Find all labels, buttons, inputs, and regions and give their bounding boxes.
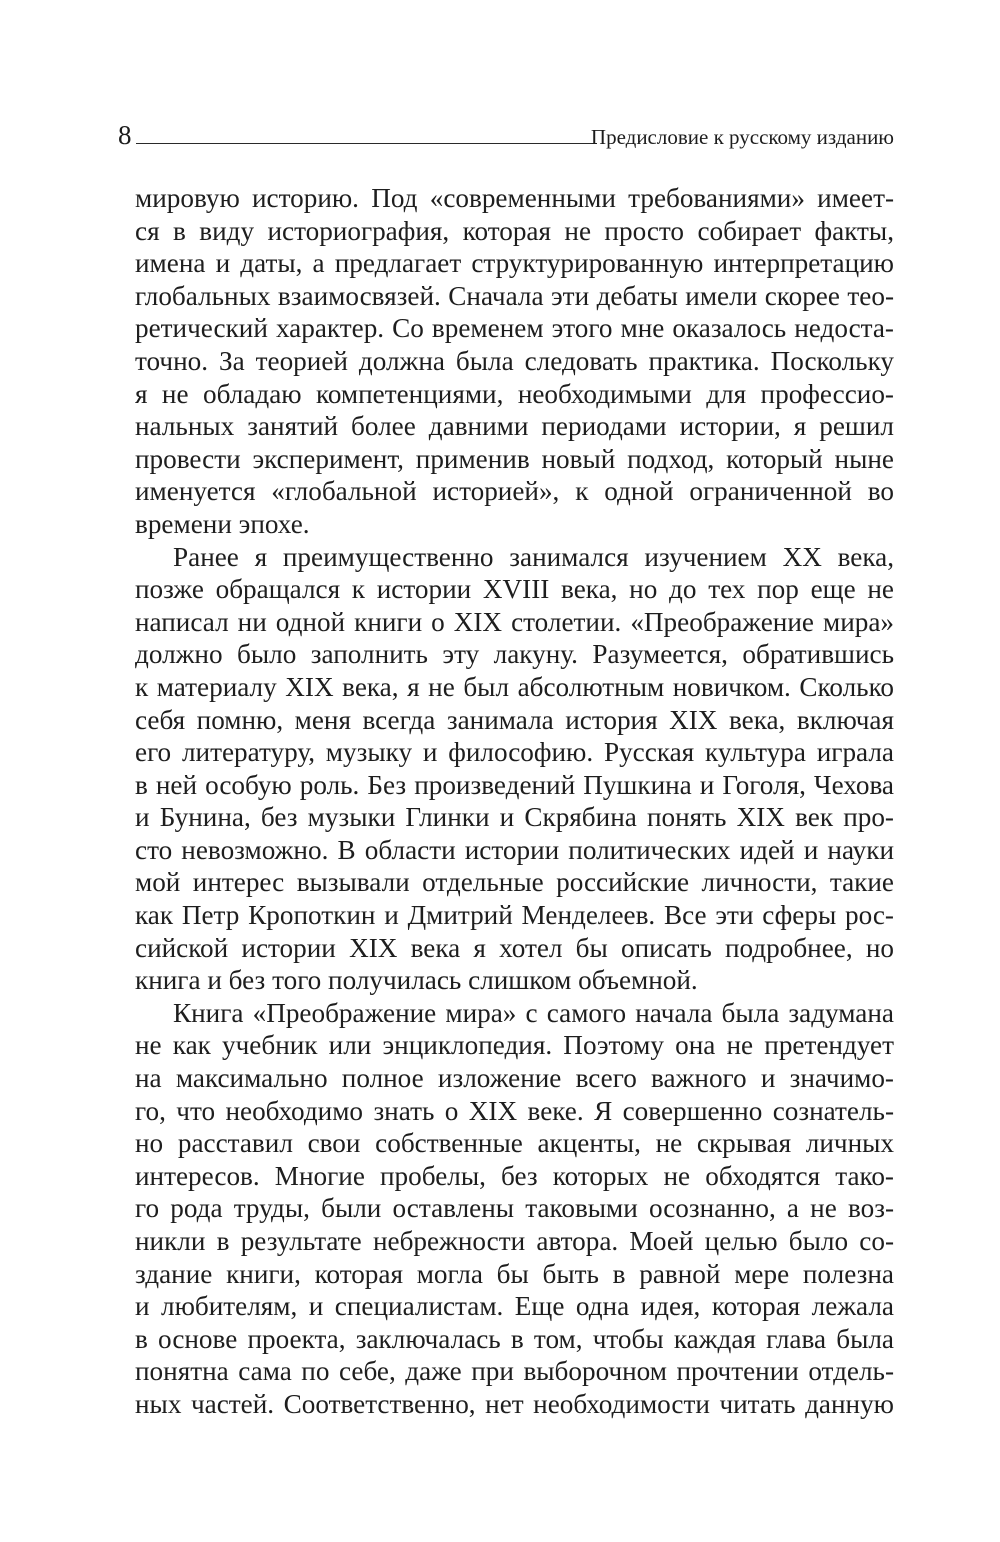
text-line: провести эксперимент, применив новый подход, который ныне: [135, 443, 894, 474]
text-line: ся в виду историография, которая не просто собирает факты,: [135, 215, 894, 246]
text-line: к материалу XIX века, я не был абсолютным новичком. Сколько: [135, 671, 894, 702]
text-line: понятна сама по себе, даже при выборочном прочтении отдель-: [135, 1356, 894, 1387]
text-line: я не обладаю компетенциями, необходимыми для профессио-: [135, 378, 894, 409]
text-line: интересов. Многие пробелы, без которых не обходятся тако-: [135, 1160, 894, 1191]
text-line: мировую историю. Под «современными требованиями» имеет-: [135, 183, 894, 213]
page-number: 8: [118, 120, 132, 150]
text-line: сийской истории XIX века я хотел бы описать подробнее, но: [135, 932, 894, 963]
header-rule: [136, 143, 597, 144]
text-line: позже обращался к истории XVIII века, но до тех пор еще не: [135, 574, 894, 605]
text-line: именуется «глобальной историей», к одной ограниченной во: [135, 476, 894, 507]
text-line: Ранее я преимущественно занимался изучением XX века,: [173, 541, 894, 572]
text-line: в ней особую роль. Без произведений Пушкина и Гоголя, Чехова: [135, 769, 894, 800]
text-line: но расставил свои собственные акценты, не скрывая личных: [135, 1128, 894, 1159]
text-line: мой интерес вызывали отдельные российские личности, такие: [135, 867, 894, 898]
text-line: нальных занятий более давними периодами истории, я решил: [135, 411, 894, 442]
text-line: в основе проекта, заключалась в том, чтобы каждая глава была: [135, 1323, 894, 1354]
text-line: ных частей. Соответственно, нет необходимости читать данную: [135, 1388, 894, 1419]
body-text: [135, 182, 894, 1421]
page-header: [118, 118, 894, 158]
text-line: глобальных взаимосвязей. Сначала эти дебаты имели скорее тео-: [135, 280, 894, 311]
text-line: го рода труды, были оставлены таковыми осознанно, а не воз-: [135, 1193, 894, 1224]
text-line: и любителям, и специалистам. Еще одна идея, которая лежала: [135, 1291, 894, 1322]
text-line: здание книги, которая могла бы быть в равной мере полезна: [135, 1258, 894, 1289]
text-line: никли в результате небрежности автора. Моей целью было со-: [135, 1226, 894, 1256]
running-title: Предисловие к русскому изданию: [590, 125, 894, 149]
text-line: как Петр Кропоткин и Дмитрий Менделеев. Все эти сферы рос-: [135, 900, 894, 931]
text-line: точно. За теорией должна была следовать практика. Поскольку: [135, 345, 894, 376]
text-line: на максимально полное изложение всего важного и значимо-: [135, 1063, 894, 1094]
text-line: должно было заполнить эту лакуну. Разумеется, обратившись: [135, 639, 894, 670]
text-line: его литературу, музыку и философию. Русская культура играла: [135, 737, 894, 768]
text-line: сто невозможно. В области истории политических идей и науки: [135, 834, 894, 865]
text-line: написал ни одной книги о XIX столетии. «Преображение мира»: [135, 606, 894, 637]
text-line: времени эпохе.: [135, 508, 310, 539]
text-line: не как учебник или энциклопедия. Поэтому она не претендует: [135, 1030, 894, 1061]
text-line: Книга «Преображение мира» с самого начала была задумана: [173, 997, 894, 1028]
text-line: го, что необходимо знать о XIX веке. Я совершенно сознатель-: [135, 1095, 894, 1126]
text-line: и Бунина, без музыки Глинки и Скрябина понять XIX век про-: [135, 802, 894, 833]
paragraph: [135, 541, 894, 997]
text-line: имена и даты, а предлагает структурированную интерпретацию: [135, 248, 894, 279]
paragraph: [135, 997, 894, 1421]
text-line: ретический характер. Со временем этого мне оказалось недоста-: [135, 313, 894, 344]
text-line: себя помню, меня всегда занимала история XIX века, включая: [135, 704, 894, 735]
paragraph: [135, 182, 894, 541]
text-line: книга и без того получилась слишком объемной.: [135, 965, 698, 996]
